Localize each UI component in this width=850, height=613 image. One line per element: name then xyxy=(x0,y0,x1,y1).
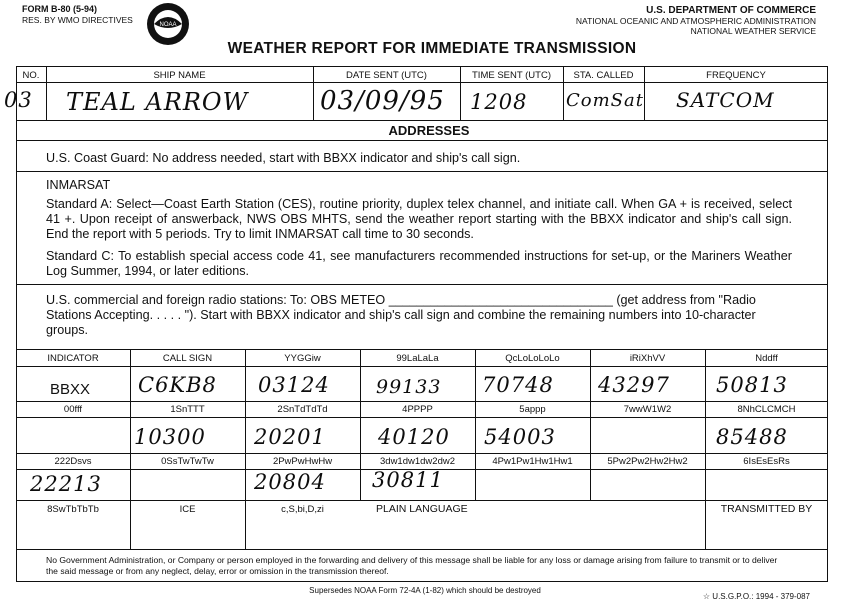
coast-guard-text: U.S. Coast Guard: No address needed, start with BBXX indicator and ship's call sign. xyxy=(46,151,521,165)
directives-text: RES. BY WMO DIRECTIVES xyxy=(22,15,133,25)
label-indicator: INDICATOR xyxy=(47,353,99,364)
value-nddff[interactable]: 50813 xyxy=(716,373,788,397)
label-icing: 6IsEsEsRs xyxy=(743,456,790,467)
dept-line1: U.S. DEPARTMENT OF COMMERCE xyxy=(646,5,816,16)
label-sea-temp: 0SsTwTwTw xyxy=(161,456,214,467)
value-pressure[interactable]: 40120 xyxy=(378,425,450,449)
radio-stations-text: U.S. commercial and foreign radio stations: To: OBS METEO ________________________________ (get address from "Radio Stations Accepting. . . . . "). Start with BBXX indicator and ship's call sign and combine the remaining numbers into 10-character groups. xyxy=(46,293,756,337)
supersedes-text: Supersedes NOAA Form 72-4A (1-82) which should be destroyed xyxy=(309,586,541,595)
value-time-sent[interactable]: 1208 xyxy=(470,90,528,114)
label-weather: 7wwW1W2 xyxy=(623,404,672,415)
value-date-sent[interactable]: 03/09/95 xyxy=(320,86,445,116)
label-time-sent: TIME SENT (UTC) xyxy=(472,70,551,81)
standard-a-text: Standard A: Select—Coast Earth Station (CES), routine priority, duplex telex channel, and initiate call. When GA + is received, select 41 +. Upon receipt of answerback, NWS OBS MHTS, send the weather report starting with the BBXX indicator and ship's call sign. End the report with 5 periods. Try to limit INMARSAT call time to 30 seconds. xyxy=(46,197,792,241)
value-frequency[interactable]: SATCOM xyxy=(676,88,775,112)
dept-line2: NATIONAL OCEANIC AND ATMOSPHERIC ADMINISTRATION xyxy=(575,16,816,26)
label-ice: ICE xyxy=(179,504,196,515)
standard-c-text: Standard C: To establish special access code 41, see manufacturers recommended instructions for set-up, or the Mariners Weather Log Summer, 1994, or later editions. xyxy=(46,249,792,278)
value-clouds[interactable]: 85488 xyxy=(716,425,788,449)
page-title: WEATHER REPORT FOR IMMEDIATE TRANSMISSION xyxy=(227,40,637,57)
label-wind-waves: 2PwPwHwHw xyxy=(272,456,333,467)
label-date-sent: DATE SENT (UTC) xyxy=(346,70,427,81)
label-00fff: 00fff xyxy=(63,404,83,415)
label-ship-name: SHIP NAME xyxy=(153,70,206,81)
value-air-temp[interactable]: 10300 xyxy=(134,425,206,449)
label-no: NO. xyxy=(22,70,40,81)
value-irixhvv[interactable]: 43297 xyxy=(598,373,670,397)
label-swell2: 5Pw2Pw2Hw2Hw2 xyxy=(607,456,688,467)
value-dew-point[interactable]: 20201 xyxy=(254,425,326,449)
value-indicator[interactable]: BBXX xyxy=(50,381,91,398)
label-irixhvv: iRiXhVV xyxy=(629,353,666,364)
label-ice-codes: c,S,bi,D,zi xyxy=(281,504,324,515)
svg-text:NOAA: NOAA xyxy=(159,22,177,28)
inmarsat-heading: INMARSAT xyxy=(46,178,111,192)
label-ship-movement: 222Dsvs xyxy=(54,456,92,467)
value-no[interactable]: 03 xyxy=(4,88,33,112)
label-yyggiw: YYGGiw xyxy=(284,353,321,364)
value-wind-waves[interactable]: 20804 xyxy=(254,470,326,494)
value-tendency[interactable]: 54003 xyxy=(484,425,556,449)
label-latitude: 99LaLaLa xyxy=(396,353,439,364)
label-nddff: Nddff xyxy=(755,353,778,364)
gpo-text: ☆ U.S.G.P.O.: 1994 - 379-087 xyxy=(702,592,810,601)
label-clouds: 8NhCLCMCH xyxy=(737,404,796,415)
label-pressure: 4PPPP xyxy=(402,404,433,415)
value-call-sign[interactable]: C6KB8 xyxy=(138,373,217,397)
label-swell-direction: 3dw1dw1dw2dw2 xyxy=(380,456,455,467)
value-ship-movement[interactable]: 22213 xyxy=(30,472,102,496)
form-number: FORM B-80 (5-94) xyxy=(22,4,98,14)
value-longitude[interactable]: 70748 xyxy=(482,373,554,397)
label-plain-language: PLAIN LANGUAGE xyxy=(376,503,468,515)
label-transmitted-by: TRANSMITTED BY xyxy=(720,503,813,515)
label-frequency: FREQUENCY xyxy=(706,70,766,81)
disclaimer-text: No Government Administration, or Company or person employed in the forwarding and delivery of this message shall be liable for any loss or damage arising from failure to transmit or to deliver the said message or from any neglect, delay, error or omission in the transmission thereof. xyxy=(46,555,778,576)
value-yyggiw[interactable]: 03124 xyxy=(258,373,330,397)
label-call-sign: CALL SIGN xyxy=(162,353,213,364)
value-swell-direction[interactable]: 30811 xyxy=(372,468,444,492)
addresses-heading: ADDRESSES xyxy=(388,123,470,138)
label-swell1: 4Pw1Pw1Hw1Hw1 xyxy=(492,456,573,467)
label-dew-point: 2SnTdTdTd xyxy=(277,404,328,415)
label-tendency: 5appp xyxy=(519,404,546,415)
value-sta-called[interactable]: ComSat xyxy=(566,90,644,111)
value-latitude[interactable]: 99133 xyxy=(376,376,442,398)
dept-line3: NATIONAL WEATHER SERVICE xyxy=(690,26,816,36)
label-air-temp: 1SnTTT xyxy=(170,404,205,415)
label-sta-called: STA. CALLED xyxy=(573,70,634,81)
label-sea-temp-wet-bulb: 8SwTbTbTb xyxy=(47,504,99,515)
value-ship-name[interactable]: TEAL ARROW xyxy=(66,88,249,116)
label-longitude: QcLoLoLoLo xyxy=(505,353,560,364)
